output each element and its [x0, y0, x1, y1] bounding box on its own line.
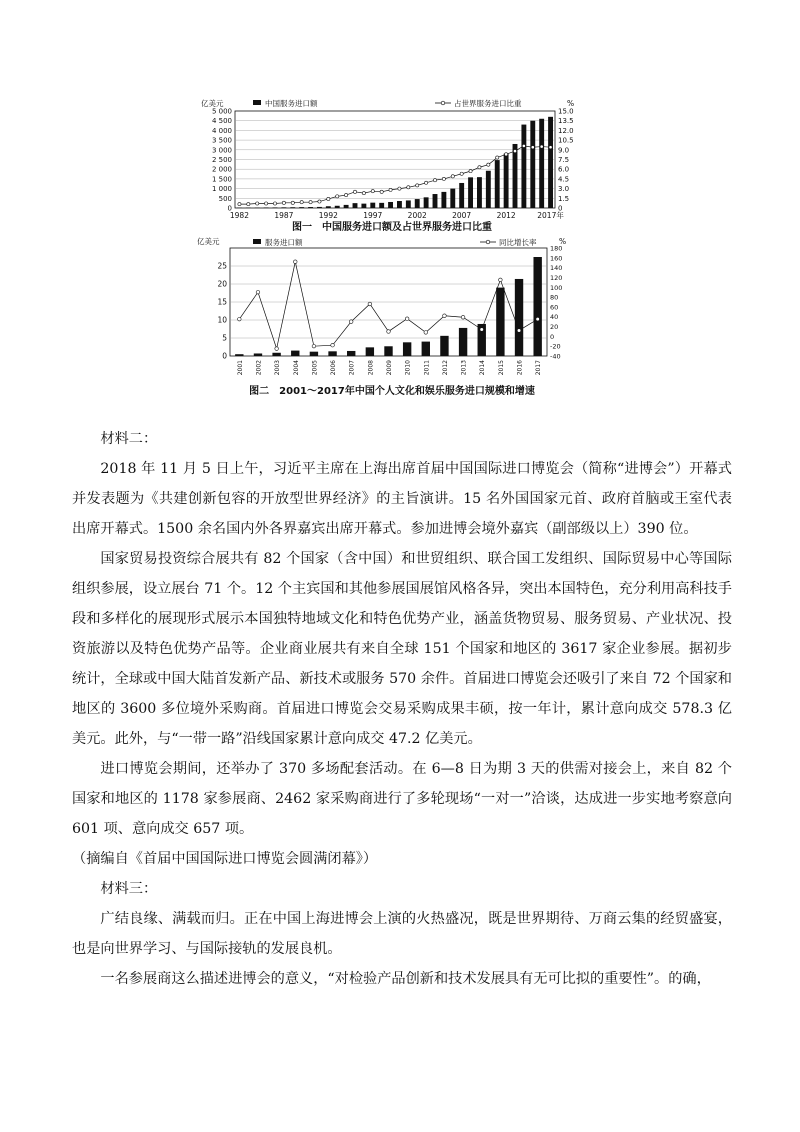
share-point: [362, 192, 365, 195]
bar-import-value: [272, 353, 280, 356]
share-point: [273, 202, 276, 205]
bar-import-value: [281, 207, 286, 208]
x-tick-label: 2013: [460, 360, 468, 376]
y2-axis-unit: %: [559, 237, 567, 246]
bar-import-value: [459, 183, 464, 208]
bar-import-value: [495, 160, 500, 208]
x-tick-label: 2007: [348, 360, 356, 376]
y-tick-label: 500: [218, 194, 232, 203]
bar-import-value: [335, 206, 340, 208]
x-tick-label: 2008: [367, 360, 375, 376]
y2-tick-label: 9.0: [558, 146, 570, 155]
bar-import-value: [347, 351, 355, 356]
legend-swatch-bar: [253, 239, 261, 244]
bar-import-value: [422, 342, 430, 356]
y-tick-label: 0: [227, 204, 232, 213]
x-tick-label: 1987: [274, 211, 294, 220]
y2-tick-label: 0: [558, 204, 563, 213]
bar-import-value: [504, 154, 509, 208]
growth-point: [443, 314, 447, 318]
paragraph-4: 广结良缘、满载而归。正在中国上海进博会上演的火热盛况，既是世界期待、万商云集的经贸盛宴，也是向世界学习、与国际接轨的发展良机。: [72, 911, 732, 957]
share-point: [549, 146, 552, 149]
legend-swatch-bar: [253, 100, 261, 105]
material-body: [72, 424, 732, 994]
share-point: [460, 172, 463, 175]
y2-tick-label: 7.5: [558, 156, 570, 164]
bar-import-value: [539, 119, 544, 208]
bar-import-value: [450, 189, 455, 208]
bar-import-value: [459, 328, 467, 356]
growth-point: [368, 302, 372, 306]
bar-import-value: [533, 257, 541, 356]
growth-point: [331, 343, 335, 347]
y2-tick-label: 15.0: [558, 107, 574, 116]
legend-entry: 占世界服务进口比重: [454, 99, 522, 108]
y2-axis-unit: %: [567, 99, 575, 108]
bar-import-value: [440, 336, 448, 356]
bar-import-value: [468, 177, 473, 208]
bar-import-value: [548, 117, 553, 208]
y-tick-label: 15: [217, 297, 227, 307]
share-point: [540, 145, 543, 148]
bar-import-value: [353, 203, 358, 208]
x-tick-label: 2002: [407, 211, 427, 220]
share-point: [345, 193, 348, 196]
material-3-label: 材料三：: [100, 881, 158, 897]
growth-point: [275, 347, 279, 351]
bar-import-value: [379, 203, 384, 208]
x-tick-label: 1992: [318, 211, 338, 220]
y2-tick-label: 13.5: [558, 117, 574, 126]
y-tick-label: 20: [217, 279, 227, 289]
share-point: [371, 190, 374, 193]
y-axis-unit: 亿美元: [201, 99, 224, 108]
growth-point: [461, 315, 465, 319]
bar-import-value: [406, 200, 411, 208]
share-point: [496, 156, 499, 159]
bar-import-value: [486, 171, 491, 208]
share-point: [505, 153, 508, 156]
y2-tick-label: 140: [550, 264, 563, 273]
legend-swatch-marker: [441, 101, 445, 105]
figure-1-chart: [195, 96, 590, 236]
share-point: [416, 184, 419, 187]
bar-import-value: [384, 346, 392, 356]
y-tick-label: 3 000: [211, 146, 232, 155]
y2-tick-label: -20: [550, 342, 561, 351]
share-point: [425, 181, 428, 184]
legend-entry: 服务进口额: [265, 238, 303, 247]
y-tick-label: 25: [217, 261, 227, 271]
share-point: [389, 188, 392, 191]
x-tick-label: 2012: [441, 360, 449, 376]
share-point: [256, 202, 259, 205]
share-point: [265, 202, 268, 205]
bar-import-value: [513, 144, 518, 208]
share-point: [327, 197, 330, 200]
growth-point: [480, 328, 484, 332]
y2-tick-label: 180: [550, 244, 563, 253]
y-tick-label: 3 500: [211, 136, 232, 145]
x-tick-label: 2001: [236, 360, 244, 376]
share-point: [407, 186, 410, 189]
y-tick-label: 10: [217, 315, 227, 325]
share-point: [238, 203, 241, 206]
source-citation: （摘编自《首届中国国际进口博览会圆满闭幕》）: [72, 851, 378, 867]
figure-2-title: 图二 2001～2017年中国个人文化和娱乐服务进口规模和增速: [249, 386, 535, 397]
growth-point: [312, 344, 316, 348]
y2-tick-label: 80: [550, 293, 559, 302]
x-tick-label: 2009: [386, 360, 393, 376]
y-tick-label: 4 000: [211, 126, 232, 135]
x-tick-label: 2005: [311, 360, 319, 376]
y2-tick-label: -40: [550, 352, 561, 361]
bar-import-value: [530, 121, 535, 208]
share-point: [522, 144, 525, 147]
bar-import-value: [441, 192, 446, 208]
share-point: [531, 146, 534, 149]
share-point: [300, 201, 303, 204]
growth-point: [387, 330, 391, 334]
y-tick-label: 1 500: [211, 175, 232, 184]
bar-import-value: [370, 203, 375, 208]
bar-import-value: [496, 288, 504, 356]
share-point: [433, 179, 436, 182]
y2-tick-label: 20: [550, 323, 559, 332]
y-tick-label: 4 500: [211, 117, 232, 126]
x-tick-label: 2010: [404, 360, 412, 376]
x-tick-label: 2011: [423, 360, 431, 376]
share-point: [380, 190, 383, 193]
growth-point: [349, 320, 353, 324]
y-tick-label: 0: [222, 351, 227, 361]
share-point: [469, 170, 472, 173]
share-point: [442, 177, 445, 180]
y2-tick-label: 1.5: [558, 194, 570, 203]
growth-point: [405, 317, 409, 321]
figure-2-chart: [195, 236, 590, 402]
bar-import-value: [254, 353, 262, 356]
share-point: [282, 201, 285, 204]
y-tick-label: 5 000: [211, 107, 232, 116]
growth-point: [238, 317, 242, 321]
bar-import-value: [308, 207, 313, 208]
x-tick-label: 2014: [479, 360, 487, 376]
paragraph-3: 进口博览会期间，还举办了 370 多场配套活动。在 6—8 日为期 3 天的供需对接会上，来自 82 个国家和地区的 1178 家参展商、2462 家采购商进行了多轮现场“一对一”洽谈，达成进一步实地考察意向 601 项、意向成交 657 项。: [72, 761, 732, 837]
y-tick-label: 2 000: [211, 165, 232, 174]
y2-tick-label: 40: [550, 313, 559, 322]
x-tick-label: 2017: [535, 360, 543, 376]
share-point: [336, 195, 339, 198]
x-tick-label: 2006: [330, 360, 338, 376]
figure-1-title: 图一 中国服务进口额及占世界服务进口比重: [292, 222, 492, 233]
bar-import-value: [397, 201, 402, 208]
legend-entry: 中国服务进口额: [265, 99, 318, 108]
material-2-label: 材料二：: [100, 431, 158, 447]
bar-import-value: [264, 207, 269, 208]
x-tick-label: 2003: [274, 360, 282, 376]
paragraph-1: 2018 年 11 月 5 日上午，习近平主席在上海出席首届中国国际进口博览会（简称“进博会”）开幕式并发表题为《共建创新包容的开放型世界经济》的主旨演讲。15 名外国国家元首、政府首脑或王室代表出席开幕式。1500 余名国内外各界嘉宾出席开幕式。参加进博会境外嘉宾（副部级以上）390 位。: [72, 461, 732, 537]
legend-entry: 同比增长率: [499, 238, 537, 247]
bar-import-value: [366, 347, 374, 356]
share-point: [247, 203, 250, 206]
y-tick-label: 5: [222, 333, 227, 343]
x-tick-label: 2016: [516, 360, 524, 376]
bar-import-value: [403, 342, 411, 356]
bar-import-value: [290, 207, 295, 208]
y2-tick-label: 6.0: [558, 165, 570, 174]
share-point: [451, 175, 454, 178]
bar-import-value: [235, 354, 243, 356]
growth-point: [424, 331, 428, 335]
share-point: [309, 201, 312, 204]
y2-tick-label: 0: [550, 332, 555, 341]
legend-swatch-marker: [486, 240, 490, 244]
bar-import-value: [328, 351, 336, 356]
growth-point: [499, 278, 503, 282]
share-point: [291, 201, 294, 204]
x-tick-label: 2012: [496, 211, 516, 220]
x-tick-label: 2017年: [537, 211, 564, 220]
bar-import-value: [477, 177, 482, 208]
growth-line: [239, 262, 537, 349]
share-point: [353, 190, 356, 193]
y-axis-unit: 亿美元: [197, 237, 220, 246]
y2-tick-label: 160: [550, 254, 563, 263]
paragraph-5: 一名参展商这么描述进博会的意义，“对检验产品创新和技术发展具有无可比拟的重要性”。的确，: [100, 971, 711, 987]
x-tick-label: 2004: [292, 360, 300, 376]
x-tick-label: 1982: [229, 211, 249, 220]
bar-import-value: [424, 197, 429, 208]
growth-point: [293, 260, 297, 264]
y2-tick-label: 3.0: [558, 185, 570, 194]
growth-point: [536, 317, 540, 321]
share-point: [398, 187, 401, 190]
y2-tick-label: 120: [550, 273, 563, 282]
y2-tick-label: 10.5: [558, 136, 574, 145]
bar-import-value: [326, 206, 331, 208]
bar-import-value: [433, 194, 438, 208]
bar-import-value: [299, 207, 304, 208]
y2-tick-label: 4.5: [558, 175, 570, 184]
bar-import-value: [515, 279, 523, 356]
x-tick-label: 2007: [452, 211, 472, 220]
bar-import-value: [291, 351, 299, 356]
bar-import-value: [361, 204, 366, 208]
bar-import-value: [521, 125, 526, 208]
paragraph-2: 国家贸易投资综合展共有 82 个国家（含中国）和世贸组织、联合国工发组织、国际贸易中心等国际组织参展，设立展台 71 个。12 个主宾国和其他参展国展馆风格各异，突出本国特色，充分利用高科技手段和多样化的展现形式展示本国独特地域文化和特色优势产业，涵盖货物贸易、服务贸易、产业状况、投资旅游以及特色优势产品等。企业商业展共有来自全球 151 个国家和地区的 3617 家企业参展。据初步统计，全球或中国大陆首发新产品、新技术或服务 570 余件。首届进口博览会还吸引了来自 72 个国家和地区的 3600 多位境外采购商。首届进口博览会交易采购成果丰硕，按一年计，累计意向成交 578.3 亿美元。此外，与“一带一路”沿线国家累计意向成交 47.2 亿美元。: [72, 551, 732, 747]
share-point: [318, 200, 321, 203]
bar-import-value: [310, 352, 318, 356]
share-point: [478, 166, 481, 169]
y-tick-label: 1 000: [211, 185, 232, 194]
y2-tick-label: 100: [550, 283, 563, 292]
share-point: [513, 149, 516, 152]
bar-import-value: [273, 207, 278, 208]
bar-import-value: [415, 199, 420, 208]
x-tick-label: 2002: [255, 360, 263, 376]
bar-import-value: [317, 207, 322, 208]
y2-tick-label: 12.0: [558, 126, 574, 135]
share-point: [487, 163, 490, 166]
x-tick-label: 2015: [497, 360, 505, 376]
x-tick-label: 1997: [363, 211, 383, 220]
growth-point: [517, 329, 521, 333]
growth-point: [256, 290, 260, 294]
y2-tick-label: 60: [550, 303, 559, 312]
bar-import-value: [344, 205, 349, 208]
y-tick-label: 2 500: [211, 156, 232, 164]
bar-import-value: [388, 202, 393, 208]
